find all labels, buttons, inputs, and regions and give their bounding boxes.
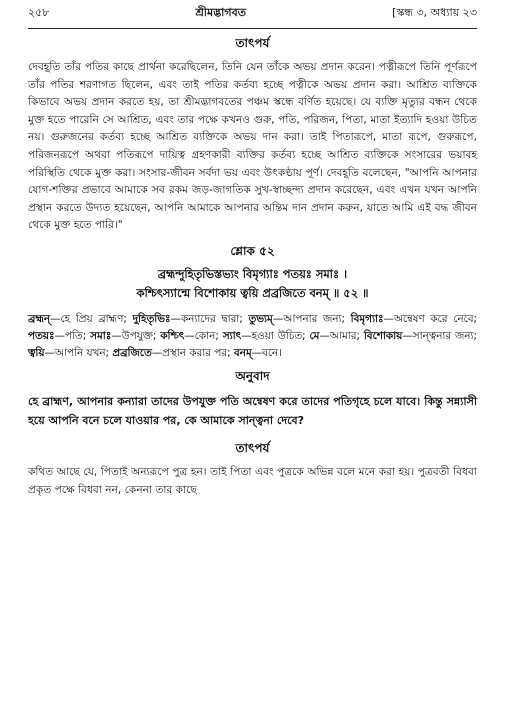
synonym-word: প্রব্রজিতে — [112, 346, 152, 359]
purport-paragraph: দেবহূতি তাঁর পতির কাছে প্রার্থনা করেছিলেন, তিনি যেন তাঁকে অভয় প্রদান করেন। পত্নীরূপে তিনি পূর্ণরূপে তাঁর পতির শরণাগত ছিলেন, এবং তাই পতির কর্তব্য হচ্ছে পত্নীকে অভয় প্রদান করা। আশ্রিত ব্যক্তিকে কিভাবে অভয় প্রদান করতে হয়, তা শ্রীমদ্ভাগবতের পঞ্চম স্কন্ধে বর্ণিত হয়েছে। যে ব্যক্তি মৃত্যুর বন্ধন থেকে মুক্ত হতে পারেনি সে আশ্রিত, এবং তার পক্ষে কখনও গুরু, পতি, পরিজন, পিতা, মাতা ইত্যাদি হওয়া উচিত নয়। গুরুজনের কর্তব্য হচ্ছে আশ্রিত ব্যক্তিকে অভয় দান করা। তাই পিতারূপে, মাতা রূপে, গুরুরূপে, পরিজনরূপে অথবা পতিরূপে দায়িত্ব গ্রহণকারী ব্যক্তির কর্তব্য হচ্ছে আশ্রিত ব্যক্তিকে সংসারের ভয়াবহ পরিস্থিতি থেকে মুক্ত করা। সংসার-জীবন সর্বদা ভয় এবং উৎকণ্ঠায় পূর্ণ। দেবহূতি বলেছেন, "আপনি আপনার যোগ-শক্তির প্রভাবে আমাকে সব রকম জড়-জাগতিক সুখ-স্বাচ্ছন্দ্য প্রদান করেছেন, এবং এখন যখন আপনি প্রস্থান করতে উদ্যত হয়েছেন, আপনি আমাকে আপনার অন্তিম দান প্রদান করুন, যাতে আমি এই বদ্ধ জীবন থেকে মুক্ত হতে পারি।" — [28, 61, 477, 232]
synonym-word: বিমৃগ্যাঃ — [350, 312, 384, 325]
synonym-meaning: —বনে। — [251, 346, 282, 359]
synonym-meaning: —পতি; — [54, 329, 91, 342]
synonym-meaning: —কোন; — [184, 329, 223, 342]
synonym-meaning: —উপযুক্ত; — [111, 329, 161, 342]
synonym-word: স্যাৎ — [222, 329, 242, 342]
synonym-meaning: —আমার; — [319, 329, 364, 342]
synonym-word: ব্রহ্মন্ — [28, 312, 51, 325]
synonym-word: বিশোকায় — [363, 329, 403, 342]
synonym-word: মে — [309, 329, 320, 342]
synonym-word: দুহিতৃভিঃ — [132, 312, 171, 325]
verse-line-1: ব্রহ্মন্দুহিতৃভিস্তভ্যং বিমৃগ্যাঃ পতয়ঃ সমাঃ । — [157, 266, 348, 281]
synonym-meaning: —কন্যাদের দ্বারা; — [170, 312, 249, 325]
header-divider — [28, 28, 477, 29]
book-title: শ্রীমদ্ভাগবত — [195, 6, 246, 19]
synonym-word: পতয়ঃ — [28, 329, 55, 342]
verse-line-2: কশ্চিৎস্যান্মে বিশোকায় ত্বয়ি প্রব্রজিতে বনম্ ॥ ৫২ ॥ — [136, 285, 369, 300]
synonym-meaning: —হওয়া উচিত; — [241, 329, 310, 342]
translation-text: হে ব্রাহ্মণ, আপনার কন্যারা তাদের উপযুক্ত পতি অন্বেষণ করে তাদের পতিগৃহে চলে যাবে। কিন্তু সন্ন্যাসী হয়ে আপনি বনে চলে যাওয়ার পর, কে আমাকে সান্ত্বনা দেবে? — [28, 394, 477, 427]
purport-heading-2: তাৎপর্য — [235, 440, 270, 455]
verse-title: শ্লোক ৫২ — [230, 243, 275, 258]
chapter-reference: [স্কন্ধ ৩, অধ্যায় ২৩ — [392, 6, 477, 19]
synonym-meaning: —সান্ত্বনার জন্য; — [402, 329, 477, 342]
synonym-word: ত্বয়ি — [28, 346, 45, 359]
synonym-word: তুভ্যম্ — [248, 312, 273, 325]
synonym-meaning: —আপনি যখন; — [44, 346, 113, 359]
word-for-word-synonyms — [28, 311, 477, 362]
synonym-meaning: —অন্বেষণ করে নেবে; — [383, 312, 477, 325]
synonym-meaning: —প্রস্থান করার পর; — [151, 346, 234, 359]
synonym-word: বনম্ — [233, 346, 252, 359]
page-header — [28, 4, 477, 26]
synonym-word: সমাঃ — [90, 329, 112, 342]
purport-heading: তাৎপর্য — [235, 36, 270, 50]
synonym-meaning: —হে প্রিয় ব্রাহ্মণ; — [50, 312, 133, 325]
translation-heading: অনুবাদ — [235, 368, 270, 383]
synonym-word: কশ্চিৎ — [160, 329, 185, 342]
purport-paragraph-2: কথিত আছে যে, পিতাই অন্যরূপে পুত্র হন। তাই পিতা এবং পুত্রকে অভিন্ন বলে মনে করা হয়। পুত্রবতী বিধবা প্রকৃত পক্ষে বিধবা নন, কেননা তার কাছে — [28, 465, 477, 496]
synonym-meaning: —আপনার জন্য; — [272, 312, 351, 325]
page-number: ২৫৮ — [28, 6, 50, 19]
